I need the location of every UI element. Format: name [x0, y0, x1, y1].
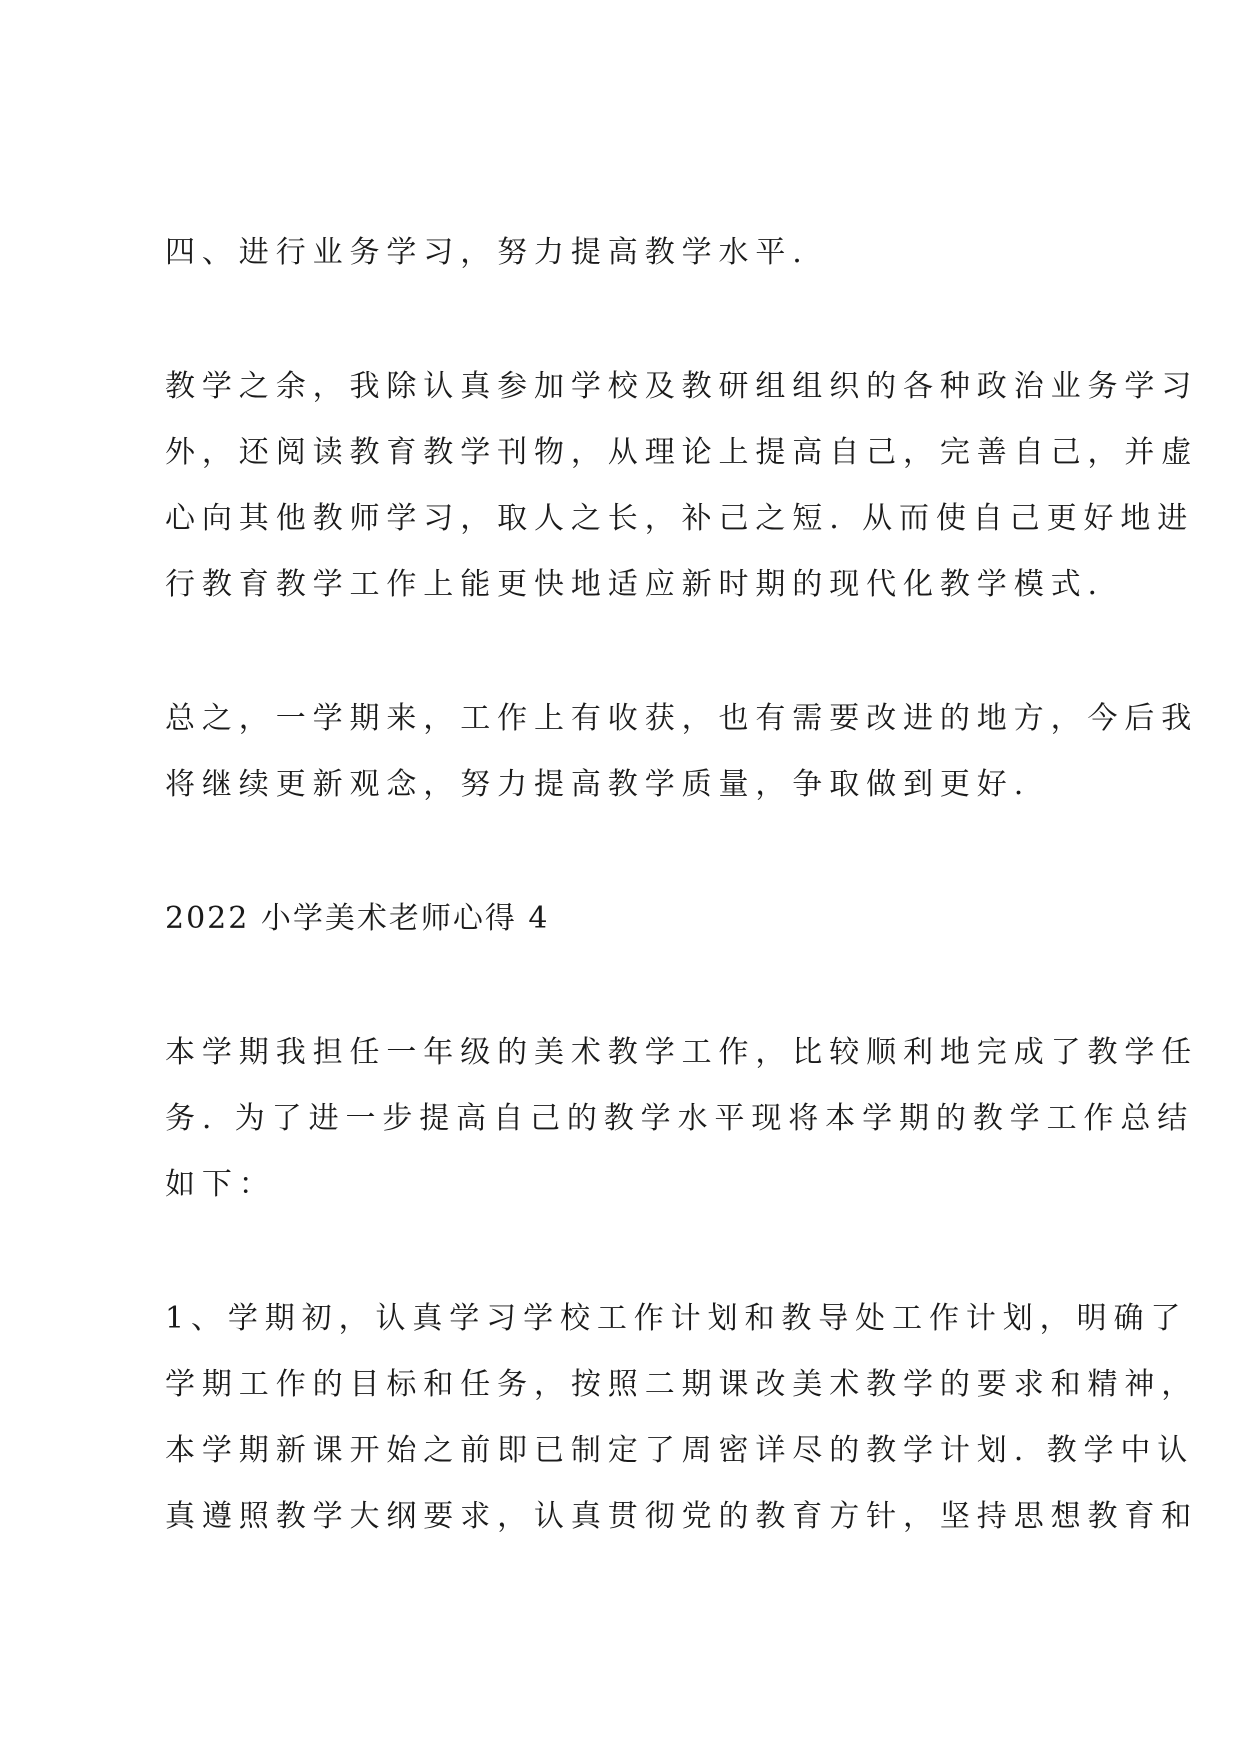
- article-title: 2022 小学美术老师心得 4: [165, 901, 550, 936]
- paragraph-line: 本学期我担任一年级的美术教学工作，比较顺利地完成了教学任: [165, 1035, 1199, 1070]
- paragraph-line: 教学之余，我除认真参加学校及教研组组织的各种政治业务学习: [165, 369, 1199, 404]
- paragraph-line: 如下：: [165, 1167, 276, 1202]
- paragraph-line: 外，还阅读教育教学刊物，从理论上提高自己，完善自己，并虚: [165, 435, 1199, 470]
- paragraph-line: 务. 为了进一步提高自己的教学水平现将本学期的教学工作总结: [165, 1101, 1195, 1136]
- paragraph-line: 心向其他教师学习，取人之长，补己之短. 从而使自己更好地进: [165, 501, 1195, 536]
- paragraph-line: 真遵照教学大纲要求，认真贯彻党的教育方针，坚持思想教育和: [165, 1499, 1199, 1534]
- paragraph-line: 学期工作的目标和任务，按照二期课改美术教学的要求和精神，: [165, 1367, 1199, 1402]
- paragraph-line: 总之，一学期来，工作上有收获，也有需要改进的地方，今后我: [165, 701, 1199, 736]
- paragraph-line: 本学期新课开始之前即已制定了周密详尽的教学计划. 教学中认: [165, 1433, 1195, 1468]
- paragraph-line: 将继续更新观念，努力提高教学质量，争取做到更好.: [165, 767, 1031, 802]
- section-heading-four: 四、进行业务学习，努力提高教学水平.: [165, 235, 809, 270]
- paragraph-line: 1、学期初，认真学习学校工作计划和教导处工作计划，明确了: [165, 1301, 1188, 1336]
- paragraph-line: 行教育教学工作上能更快地适应新时期的现代化教学模式.: [165, 567, 1104, 602]
